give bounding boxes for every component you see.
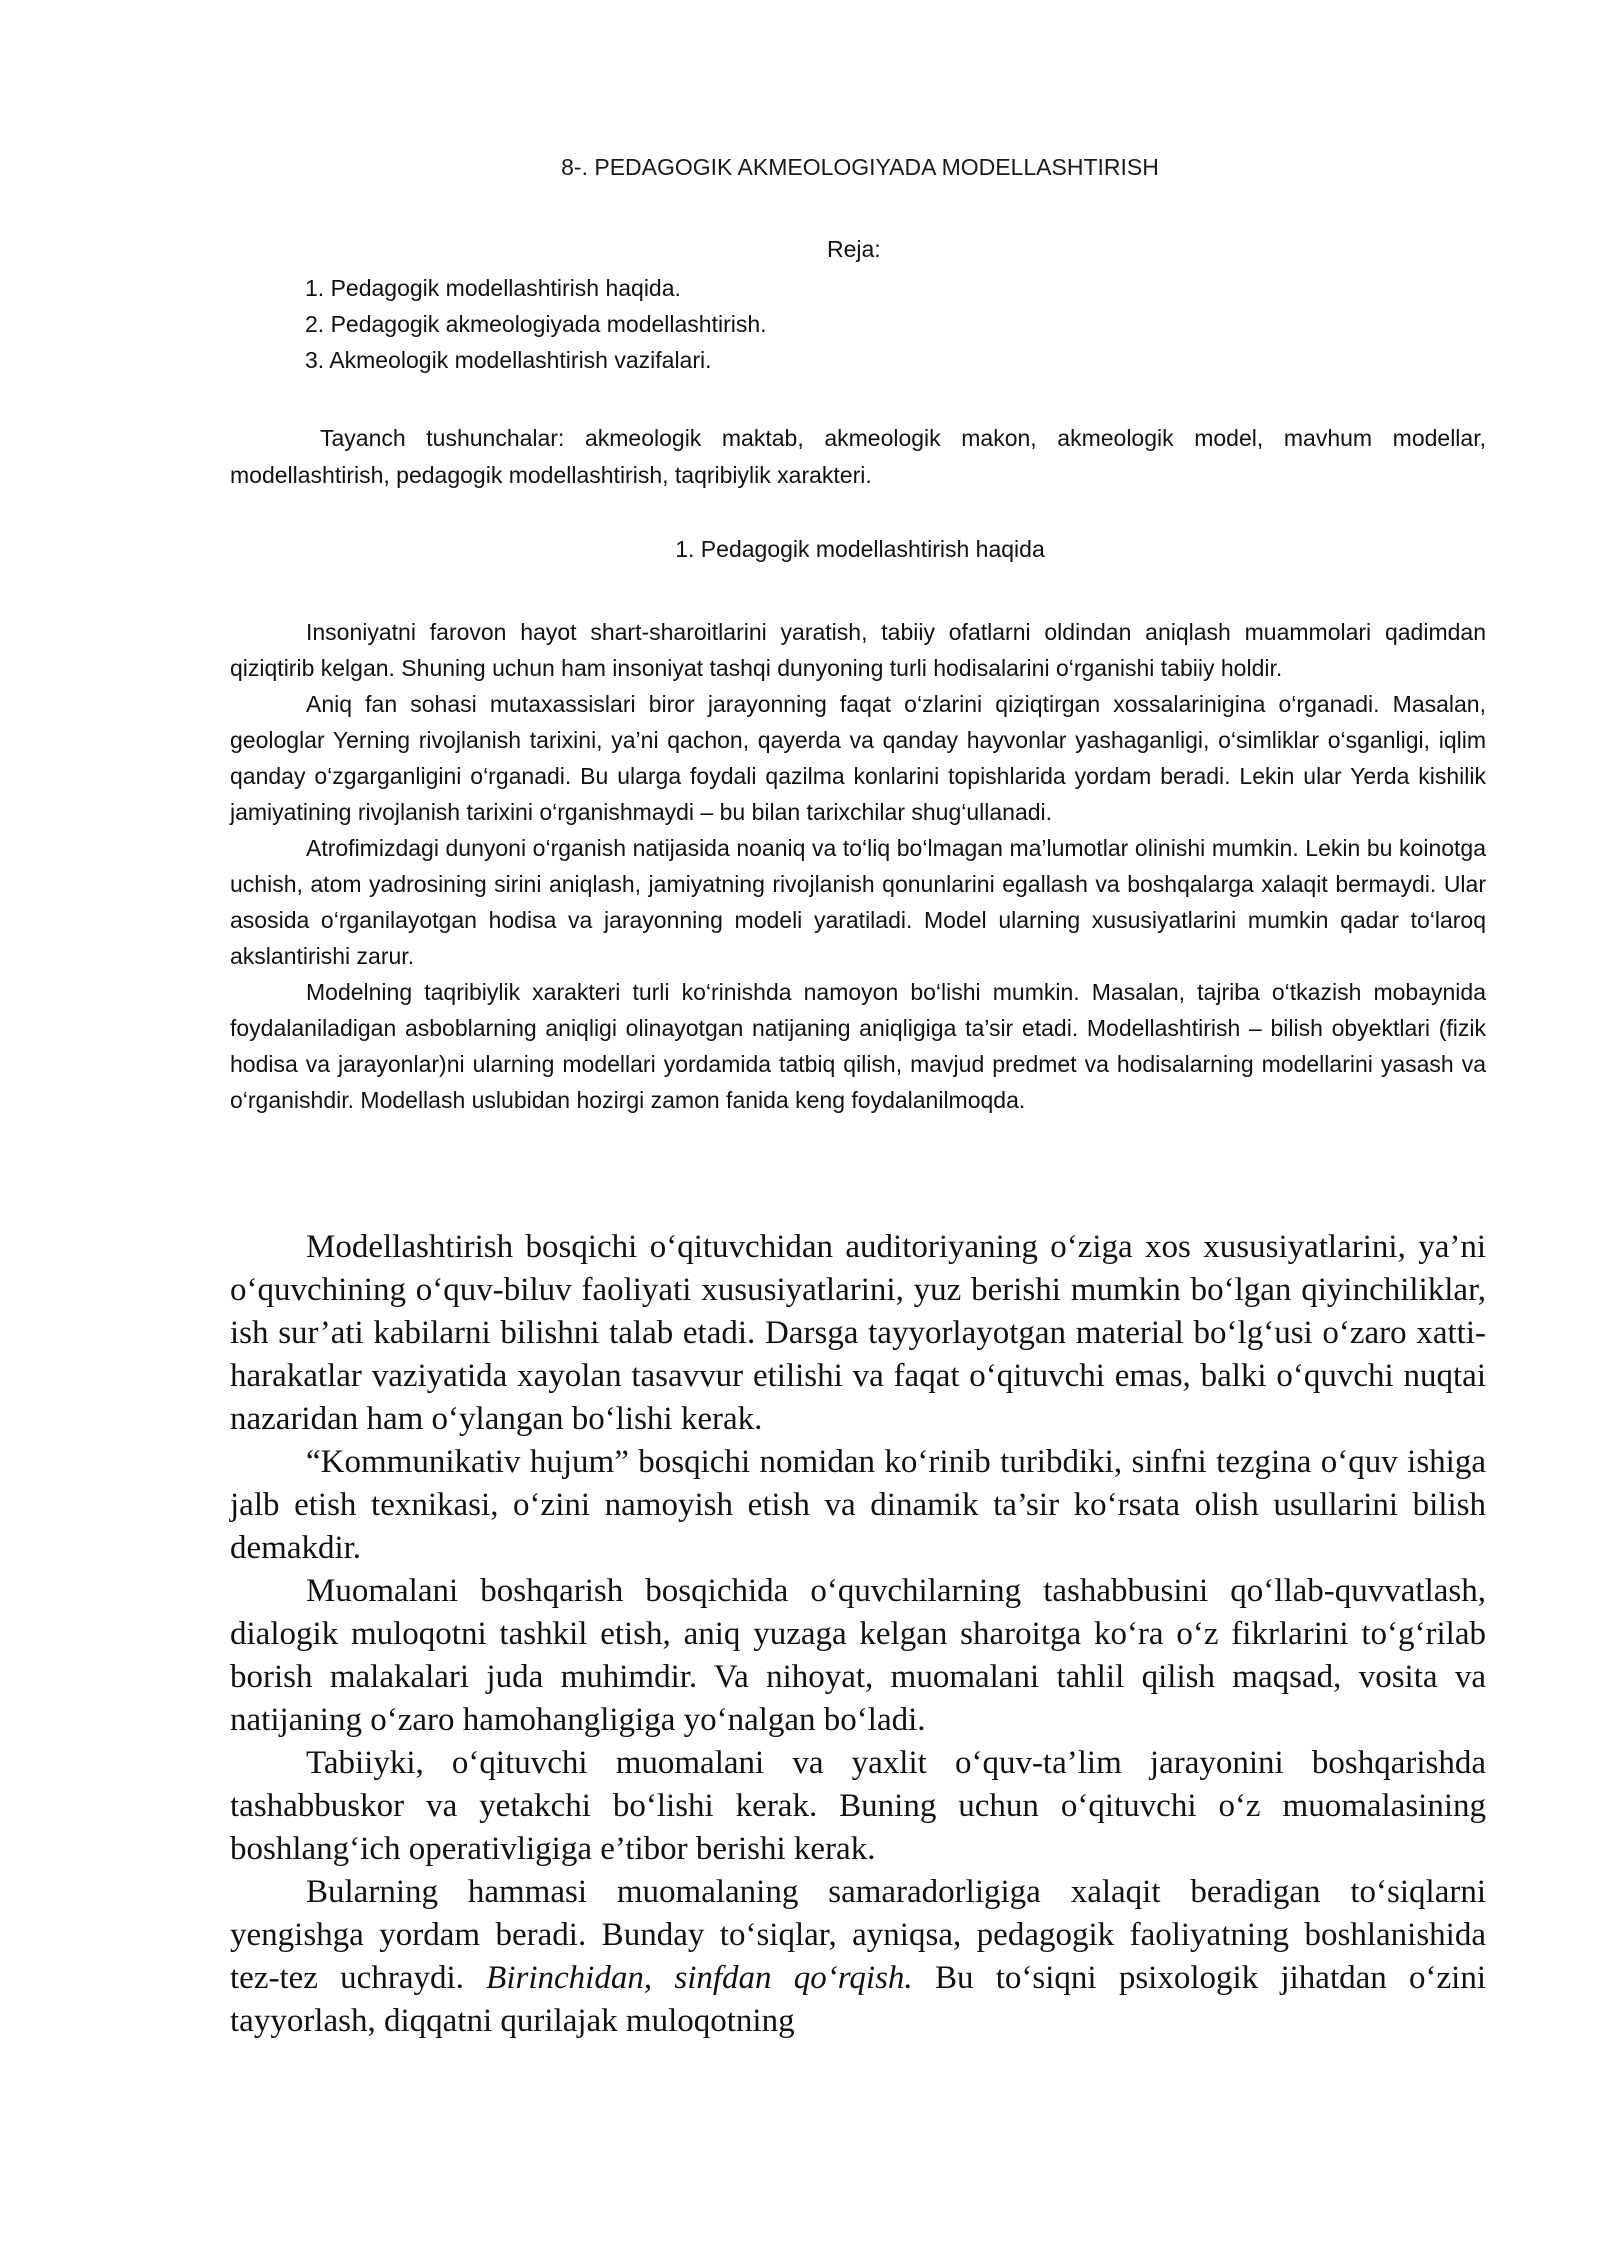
paragraph: Aniq fan sohasi mutaxassislari biror jarayonning faqat o‘zlarini qiziqtirgan xossalarinigina o‘rganadi. Masalan, geologlar Yerning rivojlanish tarixini, ya’ni qachon, qayerda va qanday hayvonlar yashaganligi, o‘simliklar o‘sganligi, iqlim qanday o‘zgarganligini o‘rganadi. Bu ularga foydali qazilma konlarini topishlarida yordam beradi. Lekin ular Yerda kishilik jamiyatining rivojlanish tarixini o‘rganishmaydi – bu bilan tarixchilar shug‘ullanadi. <box>230 691 1486 825</box>
paragraph-text: Bularning hammasi muomalaning samaradorligiga xalaqit beradigan to‘siqlarni yengishga yordam beradi. Bunday to‘siqlar, ayniqsa, pedagogik faoliyatning boshlanishida tez-tez uchraydi. <box>230 1874 1486 1996</box>
section-heading: 1. Pedagogik modellashtirish haqida <box>675 536 1045 562</box>
keywords-paragraph: Tayanch tushunchalar: akmeologik maktab, akmeologik makon, akmeologik model, mavhum modellar, modellashtirish, pedagogik modellashtirish, taqribiylik xarakteri. <box>230 425 1486 488</box>
emphasis-text: Birinchidan, sinfdan qo‘rqish. <box>486 1960 913 1996</box>
paragraph: Atrofimizdagi dunyoni o‘rganish natijasida noaniq va to‘liq bo‘lmagan ma’lumotlar olinishi mumkin. Lekin bu koinotga uchish, atom yadrosining sirini aniqlash, jamiyatning rivojlanish qonunlarini egallash va boshqalarga xalaqit bermaydi. Ular asosida o‘rganilayotgan hodisa va jarayonning modeli yaratiladi. Model ularning xususiyatlarini mumkin qadar to‘laroq akslantirishi zarur. <box>230 835 1486 969</box>
paragraph: Insoniyatni farovon hayot shart-sharoitlarini yaratish, tabiiy ofatlarni oldindan aniqlash muammolari qadimdan qiziqtirib kelgan. Shuning uchun ham insoniyat tashqi dunyoning turli hodisalarini o‘rganishi tabiiy holdir. <box>230 619 1486 681</box>
paragraph: Muomalani boshqarish bosqichida o‘quvchilarning tashabbusini qo‘llab-quvvatlash, dialogik muloqotni tashkil etish, aniq yuzaga kelgan sharoitga ko‘ra o‘z fikrlarini to‘g‘rilab borish malakalari juda muhimdir. Va nihoyat, muomalani tahlil qilish maqsad, vosita va natijaning o‘zaro hamohangligiga yo‘nalgan bo‘ladi. <box>230 1573 1486 1738</box>
paragraph: “Kommunikativ hujum” bosqichi nomidan ko‘rinib turibdiki, sinfni tezgina o‘quv ishiga jalb etish texnikasi, o‘zini namoyish etish va dinamik ta’sir ko‘rsata olish usullarini bilish demakdir. <box>230 1444 1486 1566</box>
paragraph <box>230 1871 1486 2043</box>
plan-item: 2. Pedagogik akmeologiyada modellashtirish. <box>305 311 767 337</box>
plan-item: 1. Pedagogik modellashtirish haqida. <box>305 275 681 301</box>
plan-item: 3. Akmeologik modellashtirish vazifalari. <box>305 347 712 373</box>
paragraph-text: Bu to‘siqni psixologik jihatdan o‘zini tayyorlash, diqqatni qurilajak muloqotning <box>230 1960 1487 2039</box>
paragraph: Modellashtirish bosqichi o‘qituvchidan auditoriyaning o‘ziga xos xususiyatlarini, ya’ni o‘quvchining o‘quv-biluv faoliyati xususiyatlarini, yuz berishi mumkin bo‘lgan qiyinchiliklar, ish sur’ati kabilarni bilishni talab etadi. Darsga tayyorlayotgan material bo‘lg‘usi o‘zaro xatti-harakatlar vaziyatida xayolan tasavvur etilishi va faqat o‘qituvchi emas, balki o‘quvchi nuqtai nazaridan ham o‘ylangan bo‘lishi kerak. <box>230 1229 1486 1437</box>
intro-text-block <box>230 614 1486 1118</box>
main-text-block <box>230 1226 1486 2043</box>
plan-heading: Reja: <box>827 236 881 262</box>
paragraph: Tabiiyki, o‘qituvchi muomalani va yaxlit o‘quv-ta’lim jarayonini boshqarishda tashabbuskor va yetakchi bo‘lishi kerak. Buning uchun o‘qituvchi o‘z muomalasining boshlang‘ich operativligiga e’tibor berishi kerak. <box>230 1745 1486 1867</box>
plan-list <box>305 270 767 378</box>
paragraph: Modelning taqribiylik xarakteri turli ko‘rinishda namoyon bo‘lishi mumkin. Masalan, tajriba o‘tkazish mobaynida foydalaniladigan asboblarning aniqligi olinayotgan natijaning aniqligiga ta’sir etadi. Modellashtirish – bilish obyektlari (fizik hodisa va jarayonlar)ni ularning modellari yordamida tatbiq qilish, mavjud predmet va hodisalarning modellarini yasash va o‘rganishdir. Modellash uslubidan hozirgi zamon fanida keng foydalanilmoqda. <box>230 979 1486 1113</box>
page-title: 8-. PEDAGOGIK AKMEOLOGIYADA MODELLASHTIRISH <box>561 154 1159 180</box>
